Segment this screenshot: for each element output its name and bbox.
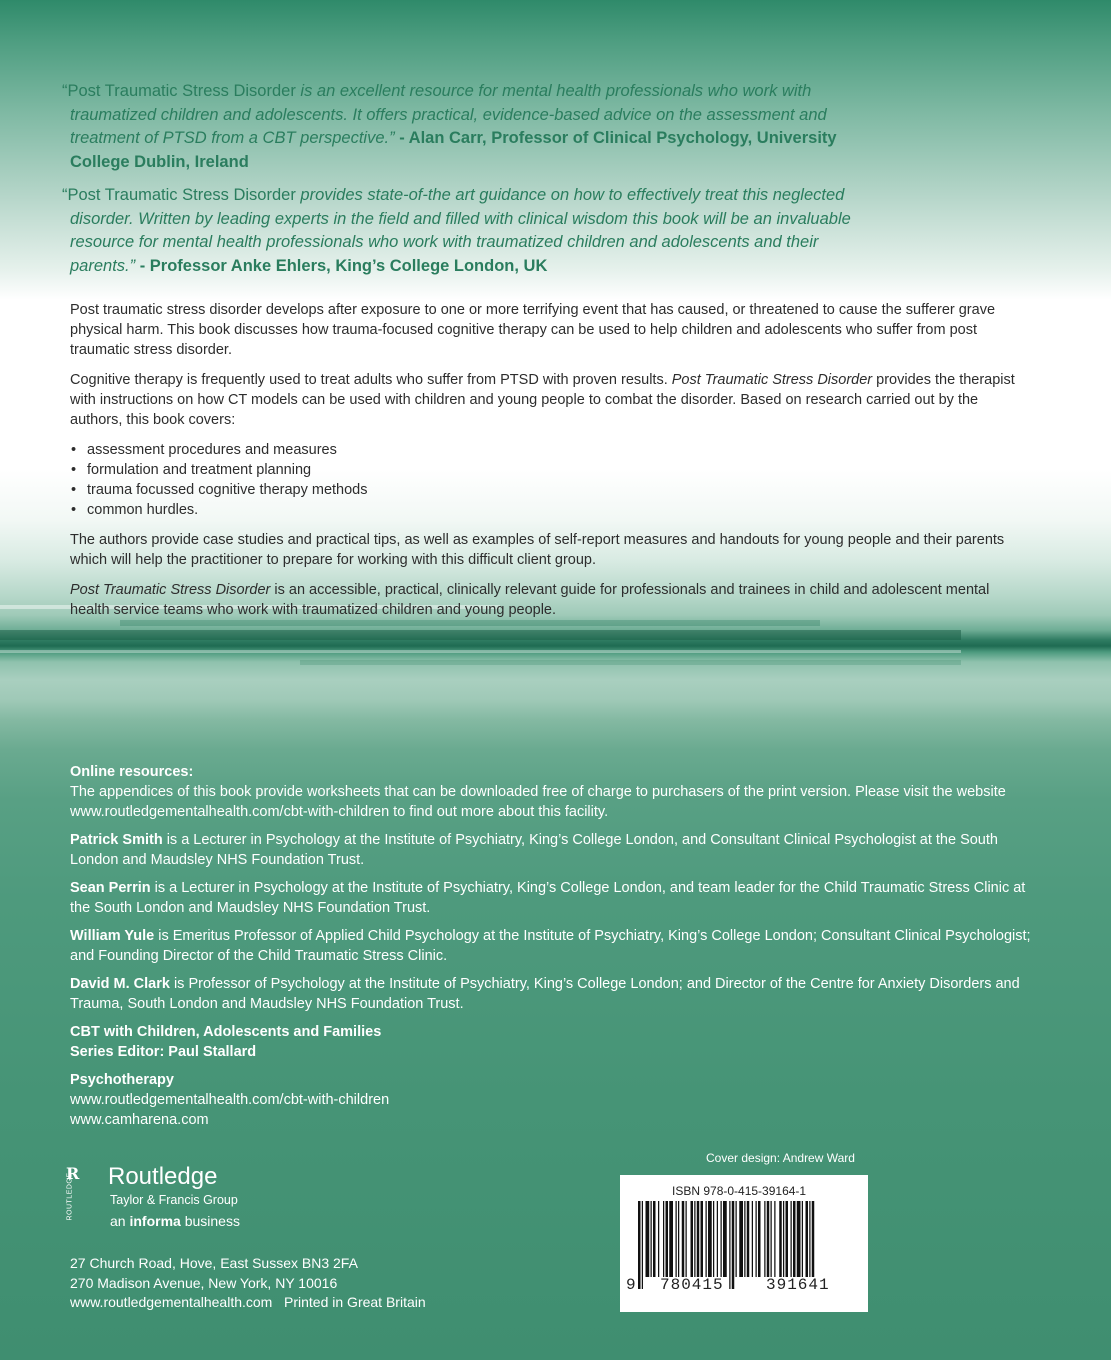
quote-open-mark: “ — [62, 82, 68, 100]
text-span: provides the therapist with instructions on how CT models can be used with children and young people to combat the disorder. Based on research carried out by the authors, this book covers: — [70, 372, 1015, 428]
barcode-bar — [779, 1201, 782, 1277]
barcode-bar — [713, 1201, 714, 1277]
author-bio-text: is a Lecturer in Psychology at the Institute of Psychiatry, King’s College London, and team leader for the Child Traumatic Stress Clinic at the South London and Maudsley NHS Foundation Trust. — [70, 880, 1026, 916]
barcode-bar — [653, 1201, 656, 1277]
barcode-bar — [701, 1201, 704, 1277]
barcode-bar — [736, 1201, 737, 1277]
cover-design-credit: Cover design: Andrew Ward — [706, 1151, 855, 1165]
address-line — [70, 1293, 490, 1313]
publisher-address — [70, 1254, 490, 1313]
svg-text:R: R — [66, 1164, 80, 1183]
barcode-digit-first: 9 — [626, 1276, 636, 1294]
barcode-bar — [812, 1201, 815, 1277]
quote-book-title: Post Traumatic Stress Disorder — [67, 82, 296, 100]
barcode-bar — [786, 1201, 789, 1277]
barcode-bar — [638, 1201, 641, 1289]
text-span: Cognitive therapy is frequently used to treat adults who suffer from PTSD with proven results. — [70, 372, 672, 388]
barcode-digits-right: 391641 — [766, 1276, 830, 1294]
barcode-bar — [802, 1201, 803, 1277]
quote-text: provides state-of-the art guidance on how to effectively treat this neglected disorder. Written by leading experts in the field and filled with clinical wisdom this book will be an invaluable resource for mental health professionals who work with traumatized children and adolescents and their parents.” — [70, 186, 851, 275]
address-line: 270 Madison Avenue, New York, NY 10016 — [70, 1274, 338, 1291]
barcode-bar — [797, 1201, 801, 1277]
lower-info — [0, 762, 1111, 1138]
author-bio-text: is Professor of Psychology at the Institute of Psychiatry, King’s College London; and Director of the Centre for Anxiety Disorders and Trauma, South London and Maudsley NHS Foundation Trust. — [70, 976, 1020, 1012]
endorsements — [0, 80, 961, 288]
barcode-bar — [744, 1201, 745, 1277]
barcode-bar — [651, 1201, 652, 1277]
barcode-bar — [666, 1201, 669, 1277]
barcode-bar — [678, 1201, 679, 1277]
topics-list — [70, 440, 1031, 520]
quote-author: - Professor Anke Ehlers, King’s College London, UK — [135, 256, 548, 275]
barcode-bar — [694, 1201, 695, 1277]
barcode-bar — [729, 1201, 730, 1289]
text-span: is an accessible, practical, clinically relevant guide for professionals and trainees in child and adolescent mental health service teams who work with traumatized children and young people. — [70, 582, 990, 618]
barcode-bar — [686, 1201, 687, 1277]
publisher-group: Taylor & Francis Group — [110, 1193, 238, 1207]
author-bio — [70, 830, 1031, 870]
barcode-bar — [764, 1201, 765, 1277]
barcode-bar — [783, 1201, 784, 1277]
list-item: • trauma focussed cognitive therapy methods — [70, 480, 1031, 500]
barcode-bar — [771, 1201, 772, 1277]
isbn-barcode — [620, 1175, 868, 1312]
barcode-bar — [642, 1201, 643, 1289]
isbn-text: ISBN 978-0-415-39164-1 — [672, 1184, 807, 1198]
description-paragraph — [70, 370, 1031, 430]
book-title-italic: Post Traumatic Stress Disorder — [671, 372, 873, 388]
online-resources-heading: Online resources: — [70, 764, 194, 780]
description-paragraph: The authors provide case studies and practical tips, as well as examples of self-report measures and handouts for young people and their parents which will help the practitioner to prepare for working with this difficult client group. — [70, 532, 1005, 568]
text-span: an — [110, 1213, 130, 1229]
routledge-logo — [68, 1163, 268, 1233]
barcode-bar — [663, 1201, 664, 1277]
quote-book-title: Post Traumatic Stress Disorder — [67, 186, 296, 204]
author-bio-text: is a Lecturer in Psychology at the Institute of Psychiatry, King’s College London, and Consultant Clinical Psychologist at the South London and Maudsley NHS Foundation Trust. — [70, 832, 998, 868]
logo-vertical-text: ROUTLEDGE — [66, 1172, 74, 1221]
book-title-italic: Post Traumatic Stress Disorder — [70, 582, 271, 598]
barcode-bar — [717, 1201, 718, 1277]
barcode-digits-left: 780415 — [660, 1276, 724, 1294]
quote-author: - Alan Carr, Professor of Clinical Psychology, University College Dublin, Ireland — [70, 129, 837, 171]
publisher-website[interactable]: www.routledgementalhealth.com — [70, 1294, 273, 1310]
barcode-bar — [732, 1201, 735, 1289]
barcode-bar — [752, 1201, 753, 1277]
author-name: Patrick Smith — [70, 832, 163, 848]
author-bio-text: is Emeritus Professor of Applied Child Psychology at the Institute of Psychiatry, King’s College London; Consultant Clinical Psychologist; and Founding Director of the Child Traumatic Stress Clinic. — [70, 928, 1031, 964]
author-bio — [70, 878, 1031, 918]
series-editor: Series Editor: Paul Stallard — [70, 1044, 257, 1060]
text-span: business — [180, 1213, 240, 1229]
description-paragraph — [70, 580, 1031, 620]
barcode-bar — [747, 1201, 750, 1277]
description-paragraph: Post traumatic stress disorder develops after exposure to one or more terrifying event that has caused, or threatened to cause the sufferer grave physical harm. This book discusses how trauma-focused cognitive therapy can be used to help children and adolescents who suffer from post traumatic stress disorder. — [70, 302, 996, 358]
subject-info — [70, 1070, 1031, 1130]
book-description — [0, 300, 1111, 630]
barcode-bar — [793, 1201, 796, 1277]
barcode-bar — [669, 1201, 673, 1277]
barcode-bar — [758, 1201, 761, 1277]
barcode-bar — [756, 1201, 757, 1277]
author-name: William Yule — [70, 928, 155, 944]
barcode-bar — [706, 1201, 707, 1277]
series-title: CBT with Children, Adolescents and Families — [70, 1024, 382, 1040]
barcode-bar — [739, 1201, 743, 1277]
series-info — [70, 1022, 1031, 1062]
publisher-tagline — [110, 1213, 240, 1229]
subject-url[interactable]: www.camharena.com — [70, 1112, 209, 1128]
quote-text: is an excellent resource for mental health professionals who work with traumatized children and adolescents. It offers practical, evidence-based advice on the assessment and treatment of PTSD from a CBT perspective.” — [70, 82, 827, 147]
endorsement-quote — [0, 80, 961, 174]
barcode-bar — [774, 1201, 775, 1277]
publisher-name: Routledge — [108, 1163, 218, 1190]
barcode-bar — [658, 1201, 659, 1277]
barcode-bar — [809, 1201, 810, 1277]
subject-url[interactable]: www.routledgementalhealth.com/cbt-with-children — [70, 1092, 390, 1108]
online-resources-text: The appendices of this book provide worksheets that can be downloaded free of charge to purchasers of the print version. Please visit the website www.routledgementalhealth.com/cbt-with-children to find out more about this facility. — [70, 784, 1006, 820]
author-name: Sean Perrin — [70, 880, 151, 896]
address-line: 27 Church Road, Hove, East Sussex BN3 2FA — [70, 1255, 358, 1271]
barcode-bar — [697, 1201, 700, 1277]
barcode-bar — [767, 1201, 770, 1277]
barcode-bar — [676, 1201, 677, 1277]
online-resources — [70, 762, 1031, 822]
author-bio — [70, 974, 1031, 1014]
barcode-bar — [691, 1201, 694, 1277]
author-name: David M. Clark — [70, 976, 170, 992]
informa-brand: informa — [129, 1213, 181, 1229]
barcode-bar — [806, 1201, 809, 1277]
list-item: • common hurdles. — [70, 500, 1031, 520]
quote-open-mark: “ — [62, 186, 68, 204]
barcode-bar — [721, 1201, 722, 1277]
list-item: • formulation and treatment planning — [70, 460, 1031, 480]
endorsement-quote — [0, 184, 961, 278]
barcode-bar — [646, 1201, 650, 1277]
barcode-bar — [708, 1201, 712, 1277]
author-bio — [70, 926, 1031, 966]
barcode-bar — [723, 1201, 727, 1277]
barcode-bar — [682, 1201, 685, 1277]
barcode-bar — [791, 1201, 792, 1277]
printed-in: Printed in Great Britain — [284, 1294, 426, 1310]
subject-heading: Psychotherapy — [70, 1072, 174, 1088]
list-item: • assessment procedures and measures — [70, 440, 1031, 460]
